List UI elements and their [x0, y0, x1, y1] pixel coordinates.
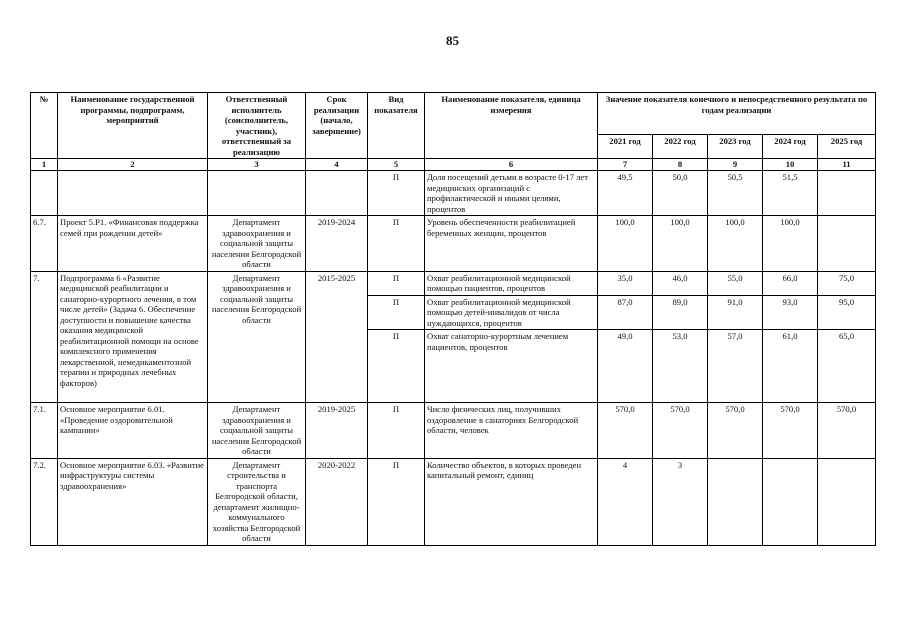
row-name: Основное мероприятие 6.03. «Развитие инфраструктуры системы здравоохранения»	[58, 458, 208, 545]
indicator-value-2024	[763, 458, 818, 545]
header-no: №	[31, 93, 58, 159]
indicator-value-2024: 100,0	[763, 216, 818, 272]
indicator-value-2023: 91,0	[708, 295, 763, 330]
header-name: Наименование государственной программы, подпрограмм, мероприятий	[58, 93, 208, 159]
indicator-value-2025: 570,0	[818, 403, 876, 459]
header-row	[31, 93, 876, 135]
indicator-name: Уровень обеспеченности реабилитацией беременных женщин, процентов	[425, 216, 598, 272]
row-no	[31, 171, 58, 216]
indicator-value-2022: 50,0	[653, 171, 708, 216]
column-number: 9	[708, 159, 763, 171]
indicator-value-2022: 53,0	[653, 330, 708, 403]
header-year: 2021 год	[598, 135, 653, 159]
row-name: Проект 5.Р1. «Финансовая поддержка семей при рождении детей»	[58, 216, 208, 272]
indicator-value-2023: 55,0	[708, 271, 763, 295]
column-number: 3	[208, 159, 306, 171]
column-number: 10	[763, 159, 818, 171]
indicator-value-2021: 87,0	[598, 295, 653, 330]
indicator-kind: П	[368, 330, 425, 403]
header-year: 2022 год	[653, 135, 708, 159]
indicator-value-2024: 93,0	[763, 295, 818, 330]
row-term: 2019-2025	[306, 403, 368, 459]
indicator-value-2025	[818, 458, 876, 545]
indicator-value-2022: 3	[653, 458, 708, 545]
header-year: 2023 год	[708, 135, 763, 159]
indicator-value-2022: 46,0	[653, 271, 708, 295]
indicator-value-2023: 570,0	[708, 403, 763, 459]
indicator-value-2023: 57,0	[708, 330, 763, 403]
column-number: 7	[598, 159, 653, 171]
indicator-kind: П	[368, 458, 425, 545]
indicator-value-2023	[708, 458, 763, 545]
indicator-kind: П	[368, 295, 425, 330]
indicator-value-2021: 100,0	[598, 216, 653, 272]
row-responsible: Департамент здравоохранения и социальной защиты населения Белгородской области	[208, 403, 306, 459]
indicator-value-2021: 49,0	[598, 330, 653, 403]
indicator-name: Охват реабилитационной медицинской помощью детей-инвалидов от числа нуждающихся, процентов	[425, 295, 598, 330]
row-responsible: Департамент здравоохранения и социальной защиты населения Белгородской области	[208, 216, 306, 272]
row-term	[306, 171, 368, 216]
indicator-value-2024: 51,5	[763, 171, 818, 216]
row-no: 7.	[31, 271, 58, 403]
indicator-kind: П	[368, 216, 425, 272]
indicators-table	[30, 92, 876, 546]
indicator-value-2025: 95,0	[818, 295, 876, 330]
indicator-value-2022: 100,0	[653, 216, 708, 272]
indicator-value-2025	[818, 171, 876, 216]
indicator-kind: П	[368, 403, 425, 459]
row-responsible: Департамент строительства и транспорта Белгородской области, департамент жилищно-коммунального хозяйства Белгородской области	[208, 458, 306, 545]
indicator-kind: П	[368, 171, 425, 216]
indicator-value-2024: 570,0	[763, 403, 818, 459]
header-responsible: Ответственный исполнитель (соисполнитель, участник), ответственный за реализацию	[208, 93, 306, 159]
column-numbers-row	[31, 159, 876, 171]
row-no: 7.1.	[31, 403, 58, 459]
row-name	[58, 171, 208, 216]
indicator-value-2023: 50,5	[708, 171, 763, 216]
row-term: 2015-2025	[306, 271, 368, 403]
column-number: 6	[425, 159, 598, 171]
indicator-value-2022: 89,0	[653, 295, 708, 330]
header-values: Значение показателя конечного и непосредственного результата по годам реализации	[598, 93, 876, 135]
indicator-name: Охват санаторно-курортным лечением пациентов, процентов	[425, 330, 598, 403]
row-no: 7.2.	[31, 458, 58, 545]
indicator-value-2022: 570,0	[653, 403, 708, 459]
column-number: 11	[818, 159, 876, 171]
row-no: 6.7.	[31, 216, 58, 272]
column-number: 2	[58, 159, 208, 171]
row-term: 2020-2022	[306, 458, 368, 545]
row-term: 2019-2024	[306, 216, 368, 272]
column-number: 5	[368, 159, 425, 171]
header-kind: Вид показателя	[368, 93, 425, 159]
indicator-value-2024: 61,0	[763, 330, 818, 403]
table-row	[31, 271, 876, 295]
indicator-value-2025	[818, 216, 876, 272]
table-row	[31, 216, 876, 272]
header-year: 2025 год	[818, 135, 876, 159]
indicator-value-2021: 4	[598, 458, 653, 545]
row-name: Основное мероприятие 6.01. «Проведение оздоровительной кампании»	[58, 403, 208, 459]
column-number: 1	[31, 159, 58, 171]
indicator-name: Доля посещений детьми в возрасте 0-17 лет медицинских организаций с профилактической и иными целями, процентов	[425, 171, 598, 216]
indicator-value-2025: 75,0	[818, 271, 876, 295]
indicator-value-2021: 49,5	[598, 171, 653, 216]
indicator-value-2024: 66,0	[763, 271, 818, 295]
row-name: Подпрограмма 6 «Развитие медицинской реабилитации и санаторно-курортного лечения, в том числе детей» (Задача 6. Обеспечение доступности и повышение качества оказания медицинской реабилитационной помощи на основе комплексного применения лекарственной, немедикаментозной терапии и природных лечебных факторов)	[58, 271, 208, 403]
header-year: 2024 год	[763, 135, 818, 159]
row-responsible: Департамент здравоохранения и социальной защиты населения Белгородской области	[208, 271, 306, 403]
table-row	[31, 403, 876, 459]
indicator-name: Количество объектов, в которых проведен капитальный ремонт, единиц	[425, 458, 598, 545]
table-row	[31, 171, 876, 216]
row-responsible	[208, 171, 306, 216]
indicator-value-2021: 570,0	[598, 403, 653, 459]
column-number: 4	[306, 159, 368, 171]
column-number: 8	[653, 159, 708, 171]
indicator-value-2023: 100,0	[708, 216, 763, 272]
page-number: 85	[446, 33, 459, 48]
header-term: Срок реализации (начало, завершение)	[306, 93, 368, 159]
indicator-name: Охват реабилитационной медицинской помощью пациентов, процентов	[425, 271, 598, 295]
indicator-name: Число физических лиц, получивших оздоровление в санаториях Белгородской области, человек	[425, 403, 598, 459]
table-row	[31, 458, 876, 545]
header-indicator: Наименование показателя, единица измерения	[425, 93, 598, 159]
indicator-kind: П	[368, 271, 425, 295]
indicator-value-2021: 35,0	[598, 271, 653, 295]
indicator-value-2025: 65,0	[818, 330, 876, 403]
